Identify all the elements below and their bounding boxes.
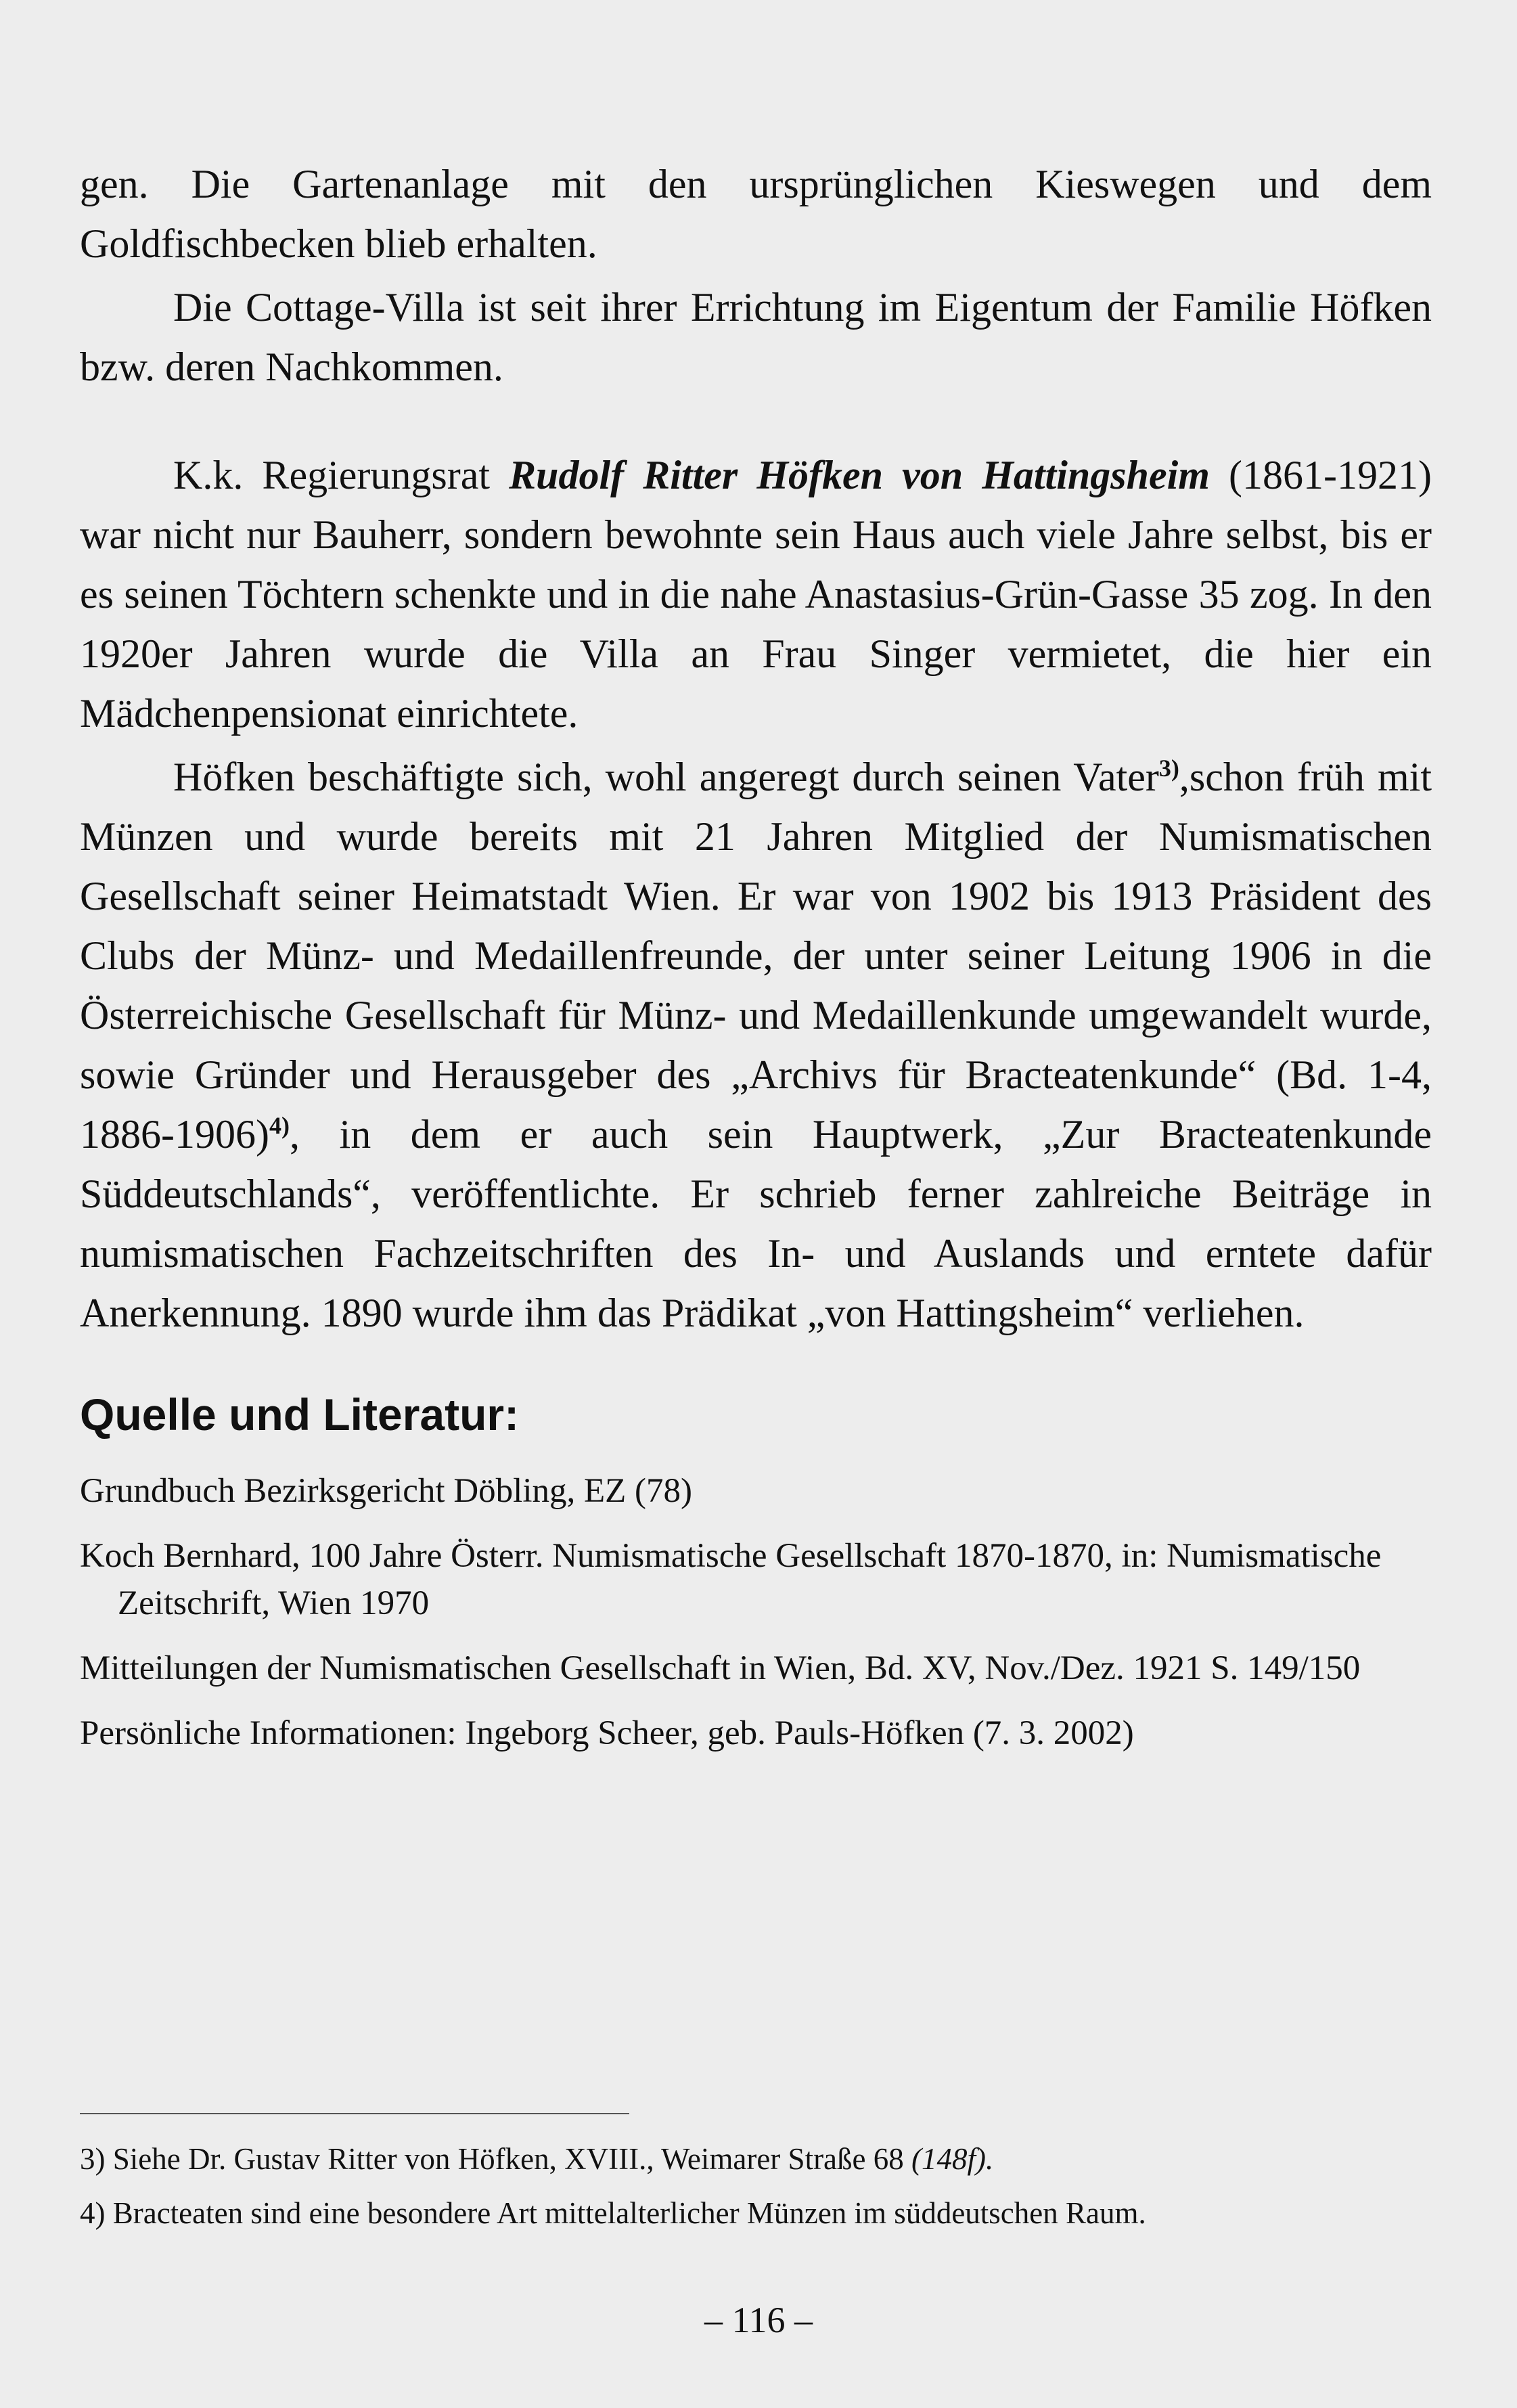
page-body xyxy=(80,154,1432,1775)
footnote-divider xyxy=(80,2113,629,2114)
paragraph-4-part-b: ,schon früh mit Münzen und wurde bereits mit 21 Jahren Mitglied der Numismatischen Gesellschaft seiner Heimatstadt Wien. Er war von 1902 bis 1913 Präsident des Clubs der Münz- und Medaillenfreunde, der unter seiner Leitung 1906 in die Österreichische Gesellschaft für Münz- und Medaillenkunde umgewandelt wurde, sowie Gründer und Herausgeber des „Archivs für Bracteatenkunde“ (Bd. 1-4, 1886-1906) xyxy=(80,755,1432,1157)
paragraph-4-part-c: , in dem er auch sein Hauptwerk, „Zur Bracteatenkunde Süddeutschlands“, veröffentlichte. Er schrieb ferner zahlreiche Beiträge in numismatischen Fachzeitschriften des In- und Auslands und erntete dafür Anerkennung. 1890 wurde ihm das Prädikat „von Hattingsheim“ verliehen. xyxy=(80,1112,1432,1335)
literature-item: Grundbuch Bezirksgericht Döbling, EZ (78) xyxy=(80,1472,693,1510)
footnote-3-page-ref: (148f). xyxy=(911,2142,994,2176)
literature-item: Koch Bernhard, 100 Jahre Österr. Numismatische Gesellschaft 1870-1870, in: Numismatische Zeitschrift, Wien 1970 xyxy=(80,1537,1382,1622)
footnote-3 xyxy=(80,2139,1433,2179)
paragraph-2: Die Cottage-Villa ist seit ihrer Errichtung im Eigentum der Familie Höfken bzw. deren Nachkommen. xyxy=(80,285,1432,389)
paragraph-3 xyxy=(80,445,1432,743)
person-name: Rudolf Ritter Höfken von Hattingsheim xyxy=(509,453,1210,497)
footnote-ref-3: 3) xyxy=(1158,755,1179,782)
footnote-4: 4) Bracteaten sind eine besondere Art mittelalterlicher Münzen im süddeutschen Raum. xyxy=(80,2196,1146,2230)
paragraph-1: gen. Die Gartenanlage mit den ursprünglichen Kieswegen und dem Goldfischbecken blieb erhalten. xyxy=(80,162,1432,266)
paragraph-3-lead: K.k. Regierungsrat xyxy=(173,453,510,497)
paragraph-4-part-a: Höfken beschäftigte sich, wohl angeregt durch seinen Vater xyxy=(173,755,1159,799)
paragraph-4 xyxy=(80,747,1432,1343)
paragraph-3-rest: (1861-1921) war nicht nur Bauherr, sondern bewohnte sein Haus auch viele Jahre selbst, bis er es seinen Töchtern schenkte und in die nahe Anastasius-Grün-Gasse 35 zog. In den 1920er Jahren wurde die Villa an Frau Singer vermietet, die hier ein Mädchenpensionat einrichtete. xyxy=(80,453,1432,736)
literature-item: Persönliche Informationen: Ingeborg Scheer, geb. Pauls-Höfken (7. 3. 2002) xyxy=(80,1714,1134,1752)
footnote-3-text: 3) Siehe Dr. Gustav Ritter von Höfken, XVIII., Weimarer Straße 68 xyxy=(80,2142,911,2176)
section-heading: Quelle und Literatur: xyxy=(80,1389,520,1440)
footnote-ref-4: 4) xyxy=(269,1112,290,1139)
literature-item: Mitteilungen der Numismatischen Gesellschaft in Wien, Bd. XV, Nov./Dez. 1921 S. 149/150 xyxy=(80,1649,1361,1687)
page-number: – 116 – xyxy=(704,2300,813,2340)
